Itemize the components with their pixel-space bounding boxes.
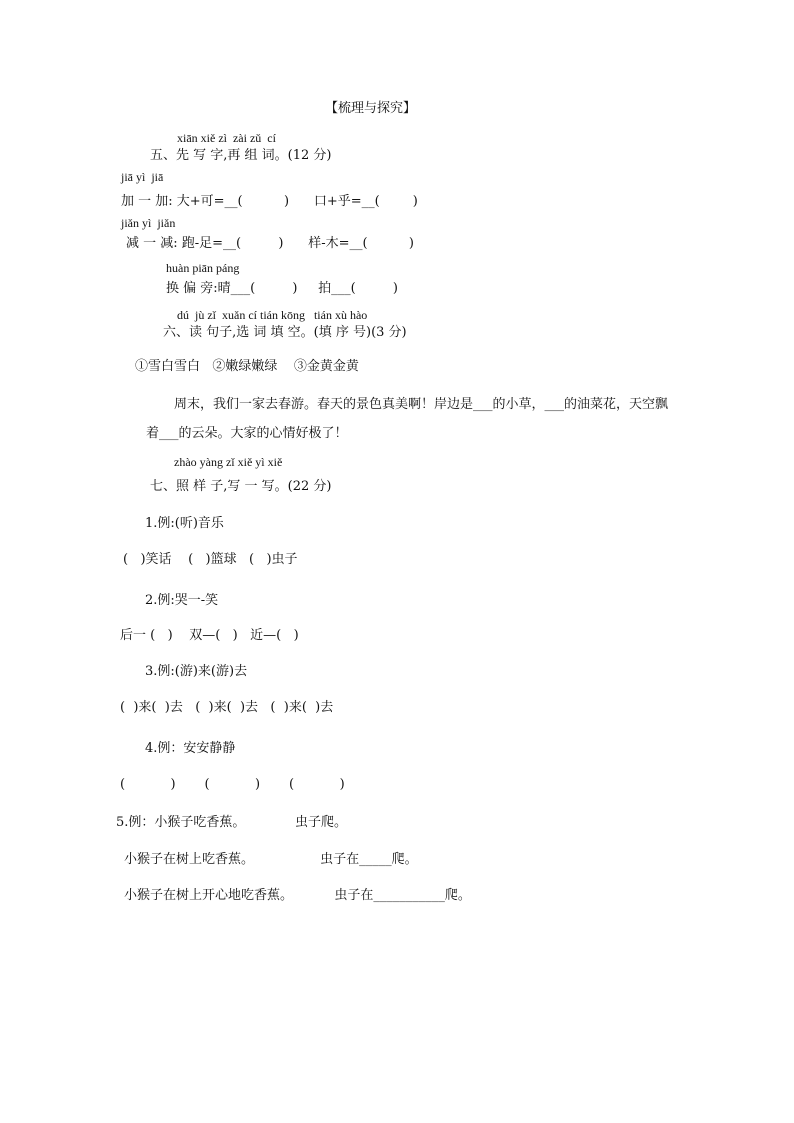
page-title: 【梳理与探究】 bbox=[325, 101, 417, 116]
section6-heading: 六、读 句子,选 词 填 空。(填 序 号)(3 分) bbox=[163, 325, 407, 340]
section5-row2-pinyin: jiǎn yì jiǎn bbox=[121, 216, 176, 230]
ex3-example: 3.例:(游)来(游)去 bbox=[145, 664, 248, 679]
section5-heading: 五、先 写 字,再 组 词。(12 分) bbox=[150, 148, 332, 163]
section5-row3-pinyin: huàn piān páng bbox=[166, 261, 240, 275]
ex4-answer: ( ) ( ) ( ) bbox=[120, 777, 345, 792]
ex5-example: 5.例：小猴子吃香蕉。 虫子爬。 bbox=[116, 815, 347, 830]
ex4-example: 4.例：安安静静 bbox=[145, 741, 236, 756]
section6-paragraph-line2: 着___的云朵。大家的心情好极了！ bbox=[146, 426, 348, 441]
ex5-line3: 小猴子在树上开心地吃香蕉。 虫子在___________爬。 bbox=[124, 888, 471, 903]
ex5-line2: 小猴子在树上吃香蕉。 虫子在_____爬。 bbox=[124, 852, 418, 867]
section6-pinyin: dú jù zǐ xuǎn cí tián kōng tián xù hào bbox=[177, 308, 368, 322]
ex1-example: 1.例:(听)音乐 bbox=[145, 516, 224, 531]
ex2-example: 2.例:哭一-笑 bbox=[145, 593, 219, 608]
section7-pinyin: zhào yàng zǐ xiě yì xiě bbox=[174, 455, 283, 469]
section5-pinyin: xiān xiě zì zài zǔ cí bbox=[177, 131, 276, 145]
ex1-answer: ( )笑话 ( )篮球 ( )虫子 bbox=[123, 552, 298, 567]
section5-row3-text: 换 偏 旁:晴___( ) 拍___( ) bbox=[166, 281, 398, 296]
section6-paragraph-line1: 周末，我们一家去春游。春天的景色真美啊！岸边是___的小草，___的油菜花，天空飘 bbox=[174, 397, 669, 412]
ex3-answer: ( )来( )去 ( )来( )去 ( )来( )去 bbox=[120, 700, 334, 715]
section6-options: ①雪白雪白 ②嫩绿嫩绿 ③金黄金黄 bbox=[135, 359, 359, 374]
ex2-answer: 后一 ( ) 双—( ) 近—( ) bbox=[120, 628, 299, 643]
section5-row1-text: 加 一 加: 大+可=__( ) 口+乎=__( ) bbox=[121, 194, 418, 209]
section5-row2-text: 减 一 减: 跑-足=__( ) 样-木=__( ) bbox=[126, 236, 414, 251]
section5-row1-pinyin: jiā yì jiā bbox=[121, 170, 164, 184]
section7-heading: 七、照 样 子,写 一 写。(22 分) bbox=[150, 479, 332, 494]
